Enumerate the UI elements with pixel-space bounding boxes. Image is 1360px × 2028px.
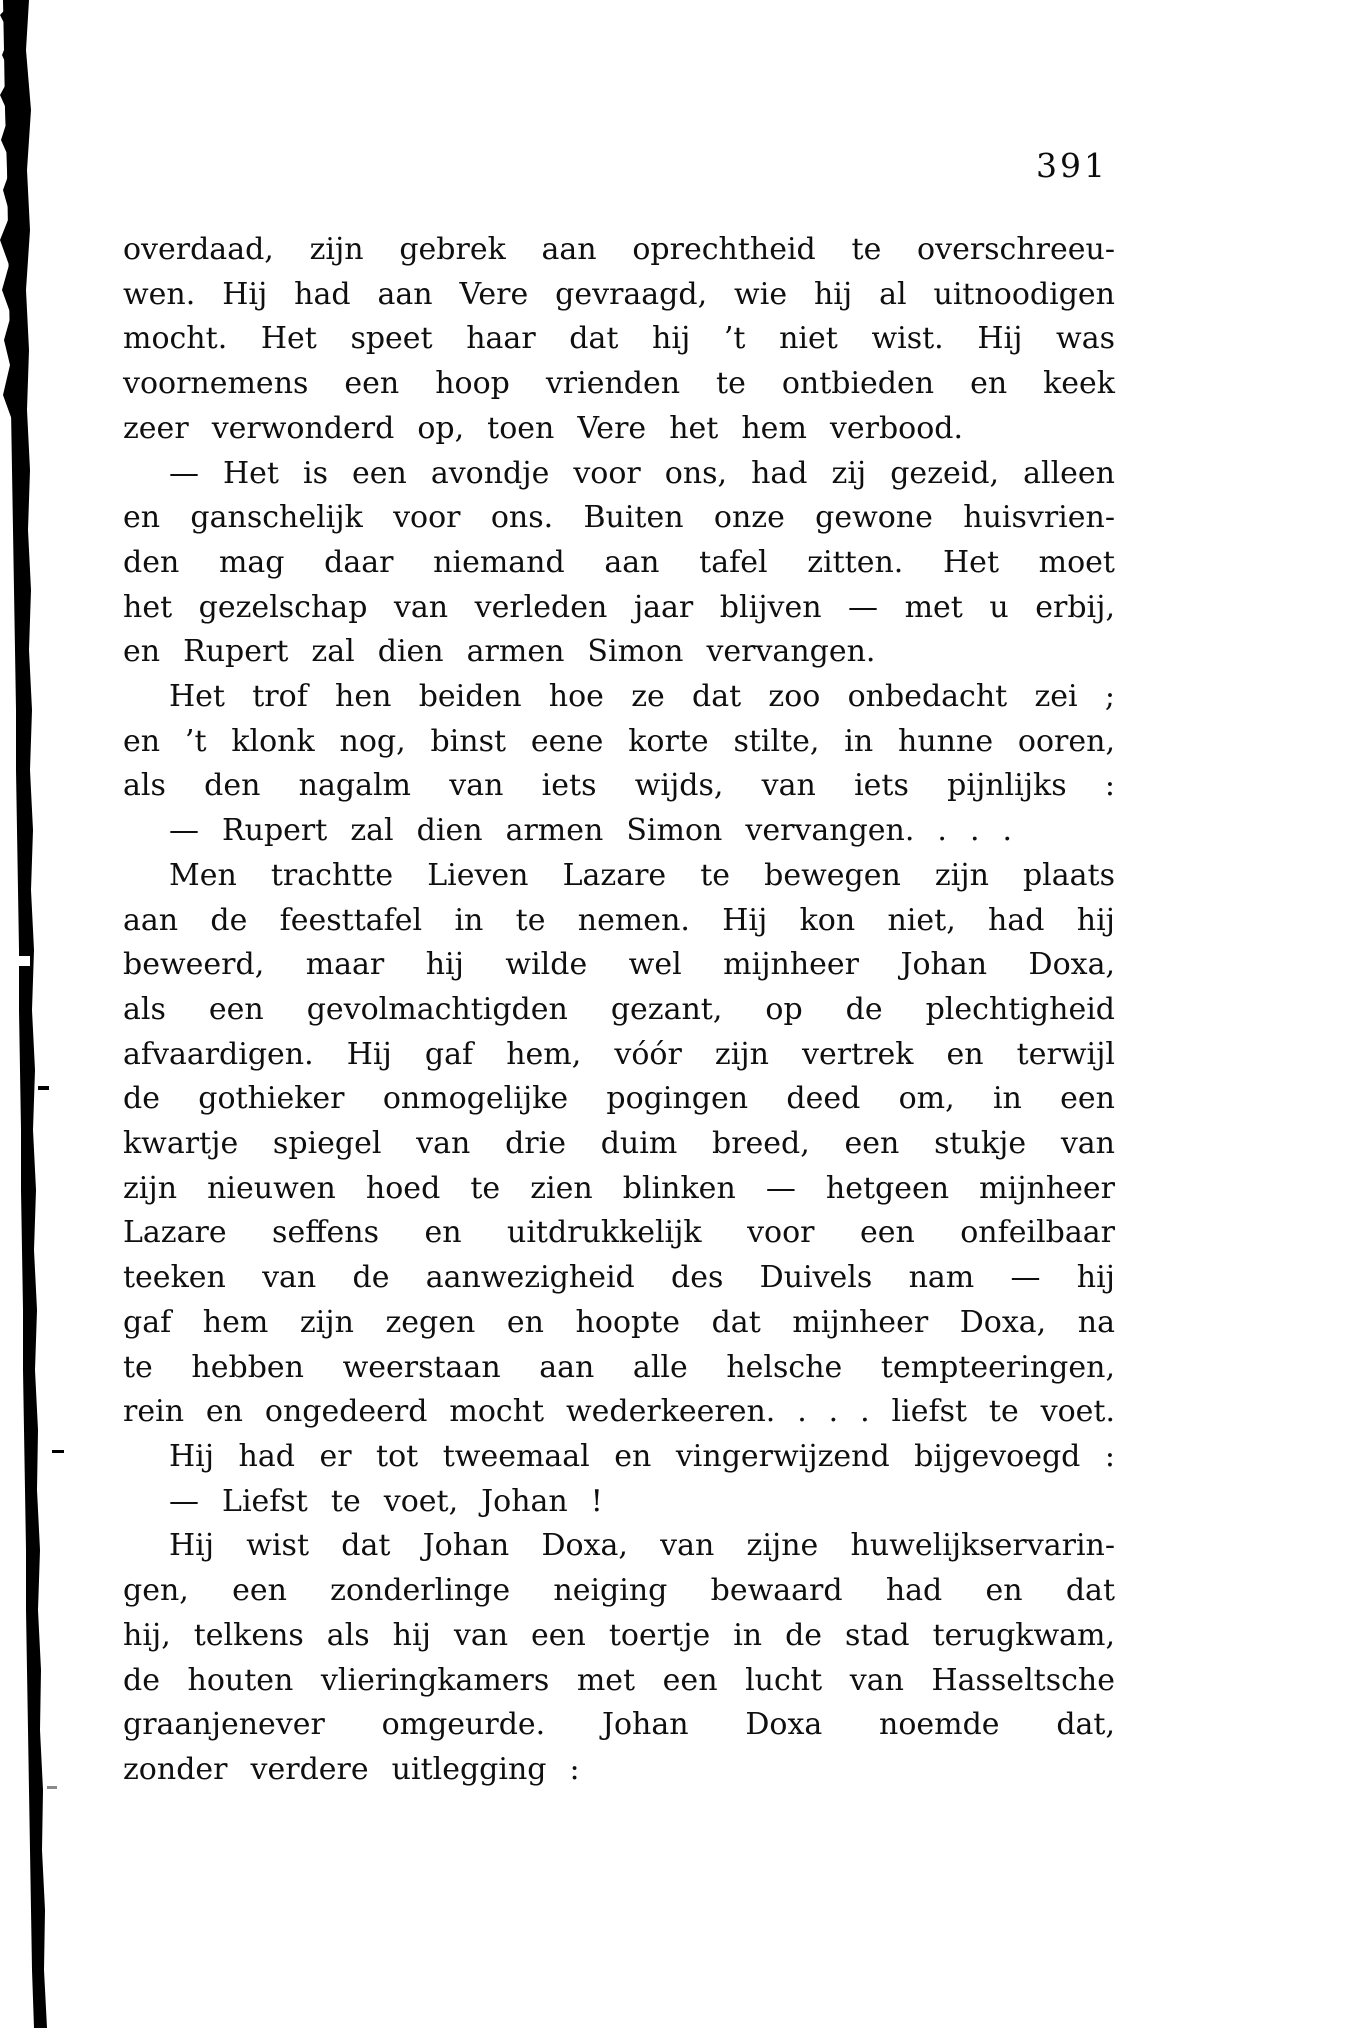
scan-notch — [17, 956, 30, 966]
scan-speck — [38, 1086, 49, 1090]
text-line: voornemens een hoop vrienden te ontbieden en keek — [123, 366, 1115, 402]
text-line: graanjenever omgeurde. Johan Doxa noemde dat, — [123, 1707, 1115, 1743]
text-line: gen, een zonderlinge neiging bewaard had en dat — [123, 1573, 1115, 1609]
scan-speck — [52, 1450, 64, 1453]
text-line: Men trachtte Lieven Lazare te bewegen zijn plaats — [169, 857, 1115, 893]
text-line: rein en ongedeerd mocht wederkeeren. . . . liefst te voet. — [123, 1394, 1115, 1430]
text-line: aan de feesttafel in te nemen. Hij kon niet, had hij — [123, 902, 1115, 938]
body-text — [123, 228, 1115, 1793]
scan-speck — [47, 1786, 57, 1789]
text-line: Het trof hen beiden hoe ze dat zoo onbedacht zei ; — [169, 679, 1115, 715]
text-line: te hebben weerstaan aan alle helsche tempteeringen, — [123, 1349, 1115, 1385]
text-line: den mag daar niemand aan tafel zitten. Het moet — [123, 544, 1115, 580]
text-line: het gezelschap van verleden jaar blijven — met u erbij, — [123, 589, 1115, 625]
text-line: zijn nieuwen hoed te zien blinken — hetgeen mijnheer — [123, 1170, 1115, 1206]
text-line: kwartje spiegel van drie duim breed, een stukje van — [123, 1126, 1115, 1162]
binding-shadow-artifact — [0, 0, 80, 2028]
text-line: Hij had er tot tweemaal en vingerwijzend bijgevoegd : — [169, 1438, 1115, 1474]
text-line: afvaardigen. Hij gaf hem, vóór zijn vertrek en terwijl — [123, 1036, 1115, 1072]
text-line: als een gevolmachtigden gezant, op de plechtigheid — [123, 991, 1115, 1027]
text-line: zonder verdere uitlegging : — [123, 1751, 580, 1787]
page-number: 391 — [1036, 146, 1108, 185]
text-line: teeken van de aanwezigheid des Duivels nam — hij — [123, 1260, 1115, 1296]
text-line: als den nagalm van iets wijds, van iets pijnlijks : — [123, 768, 1115, 804]
text-line: Lazare seffens en uitdrukkelijk voor een onfeilbaar — [123, 1215, 1115, 1251]
text-line: en Rupert zal dien armen Simon vervangen. — [123, 634, 876, 670]
text-line: wen. Hij had aan Vere gevraagd, wie hij al uitnoodigen — [123, 276, 1115, 312]
text-line: mocht. Het speet haar dat hij ’t niet wist. Hij was — [123, 321, 1115, 357]
text-line: — Liefst te voet, Johan ! — [169, 1483, 603, 1519]
text-line: en ganschelijk voor ons. Buiten onze gewone huisvrien- — [123, 500, 1115, 536]
text-line: hij, telkens als hij van een toertje in de stad terugkwam, — [123, 1617, 1115, 1653]
text-line: — Rupert zal dien armen Simon vervangen. . . . — [169, 813, 1013, 849]
text-line: de gothieker onmogelijke pogingen deed om, in een — [123, 1081, 1115, 1117]
text-line: en ’t klonk nog, binst eene korte stilte, in hunne ooren, — [123, 723, 1115, 759]
text-line: beweerd, maar hij wilde wel mijnheer Johan Doxa, — [123, 947, 1115, 983]
text-line: zeer verwonderd op, toen Vere het hem verbood. — [123, 410, 964, 446]
text-line: overdaad, zijn gebrek aan oprechtheid te overschreeu- — [123, 232, 1115, 267]
text-line: Hij wist dat Johan Doxa, van zijne huwelijkservarin- — [169, 1528, 1115, 1564]
text-line: gaf hem zijn zegen en hoopte dat mijnheer Doxa, na — [123, 1304, 1115, 1340]
text-line: — Het is een avondje voor ons, had zij gezeid, alleen — [169, 455, 1115, 491]
text-line: de houten vlieringkamers met een lucht van Hasseltsche — [123, 1662, 1115, 1698]
